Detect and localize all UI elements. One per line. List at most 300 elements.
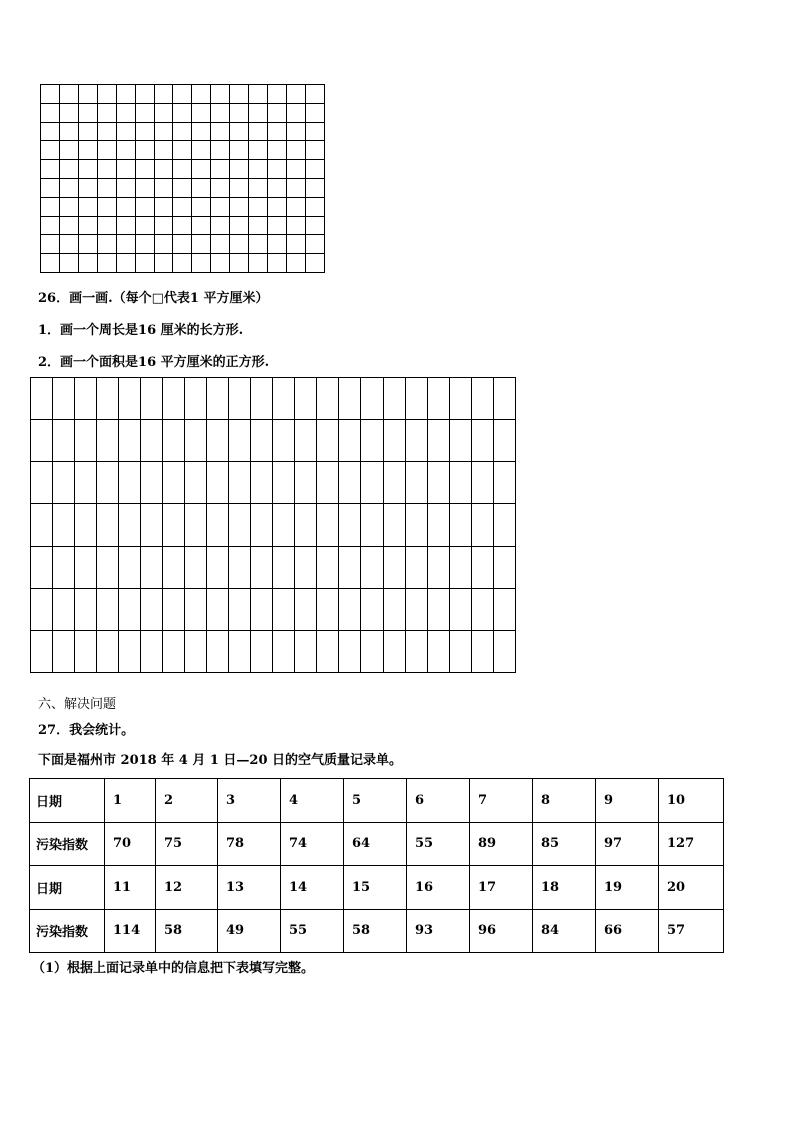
grid-cell bbox=[405, 420, 427, 462]
grid-cell bbox=[116, 85, 135, 104]
grid-cell bbox=[471, 630, 493, 672]
table-cell: 14 bbox=[281, 866, 344, 910]
grid-cell bbox=[185, 378, 207, 420]
grid-cell bbox=[59, 254, 78, 273]
grid-cell bbox=[31, 378, 53, 420]
grid-cell bbox=[185, 420, 207, 462]
grid-cell bbox=[97, 378, 119, 420]
grid-cell bbox=[295, 630, 317, 672]
grid-cell bbox=[173, 103, 192, 122]
grid-cell bbox=[53, 462, 75, 504]
grid-cell bbox=[75, 630, 97, 672]
grid-cell bbox=[41, 254, 60, 273]
table-cell: 66 bbox=[596, 909, 659, 953]
grid-cell bbox=[53, 504, 75, 546]
grid-cell bbox=[305, 103, 324, 122]
grid-cell bbox=[427, 462, 449, 504]
grid-row bbox=[41, 216, 325, 235]
question-27-sub-question-1: （1）根据上面记录单中的信息把下表填写完整。 bbox=[32, 961, 315, 976]
grid-cell bbox=[268, 160, 287, 179]
grid-cell bbox=[97, 178, 116, 197]
grid-cell bbox=[211, 85, 230, 104]
grid-cell bbox=[339, 546, 361, 588]
grid-cell bbox=[97, 504, 119, 546]
grid-cell bbox=[305, 235, 324, 254]
grid-row bbox=[41, 178, 325, 197]
grid-cell bbox=[41, 141, 60, 160]
grid-cell bbox=[154, 216, 173, 235]
grid-cell bbox=[173, 122, 192, 141]
grid-cell bbox=[295, 378, 317, 420]
grid-cell bbox=[119, 504, 141, 546]
grid-cell bbox=[273, 378, 295, 420]
grid-cell bbox=[339, 462, 361, 504]
grid-cell bbox=[78, 103, 97, 122]
table-cell: 70 bbox=[105, 822, 156, 866]
grid-cell bbox=[268, 254, 287, 273]
table-cell: 8 bbox=[533, 779, 596, 823]
grid-cell bbox=[229, 462, 251, 504]
grid-cell bbox=[173, 235, 192, 254]
grid-cell bbox=[449, 546, 471, 588]
grid-cell bbox=[295, 546, 317, 588]
grid-cell bbox=[75, 378, 97, 420]
table-cell: 64 bbox=[344, 822, 407, 866]
grid-cell bbox=[405, 462, 427, 504]
grid-cell bbox=[251, 462, 273, 504]
grid-cell bbox=[230, 141, 249, 160]
grid-cell bbox=[317, 588, 339, 630]
grid-cell bbox=[154, 160, 173, 179]
grid-row bbox=[31, 420, 516, 462]
grid-cell bbox=[192, 122, 211, 141]
grid-cell bbox=[53, 588, 75, 630]
grid-cell bbox=[273, 504, 295, 546]
grid-cell bbox=[305, 122, 324, 141]
grid-cell bbox=[317, 504, 339, 546]
grid-cell bbox=[135, 141, 154, 160]
grid-cell bbox=[141, 546, 163, 588]
grid-cell bbox=[119, 378, 141, 420]
grid-cell bbox=[59, 178, 78, 197]
grid-cell bbox=[449, 504, 471, 546]
grid-cell bbox=[273, 588, 295, 630]
grid-cell bbox=[154, 122, 173, 141]
grid-cell bbox=[249, 103, 268, 122]
grid-cell bbox=[427, 378, 449, 420]
grid-cell bbox=[317, 630, 339, 672]
grid-cell bbox=[31, 588, 53, 630]
grid-cell bbox=[361, 462, 383, 504]
grid-cell bbox=[116, 254, 135, 273]
grid-cell bbox=[116, 197, 135, 216]
grid-cell bbox=[251, 504, 273, 546]
table-cell: 11 bbox=[105, 866, 156, 910]
grid-cell bbox=[211, 141, 230, 160]
table-cell: 10 bbox=[659, 779, 724, 823]
grid-cell bbox=[207, 588, 229, 630]
grid-cell bbox=[471, 504, 493, 546]
grid-cell bbox=[211, 122, 230, 141]
grid-cell bbox=[78, 235, 97, 254]
grid-cell bbox=[154, 197, 173, 216]
grid-cell bbox=[41, 235, 60, 254]
grid-cell bbox=[59, 197, 78, 216]
grid-cell bbox=[361, 630, 383, 672]
grid-cell bbox=[295, 504, 317, 546]
table-cell: 55 bbox=[281, 909, 344, 953]
grid-cell bbox=[286, 85, 305, 104]
grid-cell bbox=[97, 141, 116, 160]
grid-cell bbox=[41, 103, 60, 122]
grid-cell bbox=[249, 254, 268, 273]
grid-cell bbox=[135, 254, 154, 273]
grid-row bbox=[31, 588, 516, 630]
grid-cell bbox=[286, 160, 305, 179]
grid-cell bbox=[305, 85, 324, 104]
table-cell: 85 bbox=[533, 822, 596, 866]
grid-cell bbox=[116, 160, 135, 179]
grid-cell bbox=[116, 178, 135, 197]
grid-cell bbox=[273, 630, 295, 672]
grid-row bbox=[31, 504, 516, 546]
grid-cell bbox=[41, 85, 60, 104]
grid-cell bbox=[192, 103, 211, 122]
grid-row bbox=[41, 141, 325, 160]
grid-cell bbox=[207, 420, 229, 462]
grid-cell bbox=[185, 630, 207, 672]
grid-cell bbox=[268, 178, 287, 197]
table-cell: 4 bbox=[281, 779, 344, 823]
grid-row bbox=[41, 254, 325, 273]
table-cell: 13 bbox=[218, 866, 281, 910]
grid-cell bbox=[471, 546, 493, 588]
table-cell: 78 bbox=[218, 822, 281, 866]
grid-cell bbox=[383, 546, 405, 588]
grid-cell bbox=[339, 588, 361, 630]
grid-row bbox=[31, 546, 516, 588]
grid-cell bbox=[268, 235, 287, 254]
grid-cell bbox=[230, 160, 249, 179]
grid-cell bbox=[230, 103, 249, 122]
grid-cell bbox=[154, 103, 173, 122]
grid-cell bbox=[286, 235, 305, 254]
grid-cell bbox=[78, 216, 97, 235]
grid-cell bbox=[59, 103, 78, 122]
grid-cell bbox=[185, 546, 207, 588]
table-row bbox=[30, 909, 724, 953]
grid-cell bbox=[173, 178, 192, 197]
grid-cell bbox=[305, 197, 324, 216]
grid-cell bbox=[192, 85, 211, 104]
table-cell: 58 bbox=[344, 909, 407, 953]
grid-cell bbox=[286, 141, 305, 160]
grid-cell bbox=[97, 546, 119, 588]
grid-cell bbox=[471, 462, 493, 504]
grid-cell bbox=[295, 588, 317, 630]
grid-cell bbox=[405, 546, 427, 588]
grid-cell bbox=[305, 254, 324, 273]
grid-cell bbox=[493, 504, 515, 546]
grid-cell bbox=[78, 122, 97, 141]
grid-cell bbox=[135, 197, 154, 216]
grid-cell bbox=[135, 122, 154, 141]
grid-cell bbox=[249, 160, 268, 179]
grid-cell bbox=[383, 504, 405, 546]
grid-cell bbox=[317, 378, 339, 420]
grid-cell bbox=[185, 462, 207, 504]
grid-cell bbox=[295, 462, 317, 504]
grid-cell bbox=[141, 588, 163, 630]
table-cell: 19 bbox=[596, 866, 659, 910]
grid-cell bbox=[249, 141, 268, 160]
grid-cell bbox=[78, 141, 97, 160]
table-cell: 58 bbox=[156, 909, 218, 953]
grid-cell bbox=[286, 103, 305, 122]
grid-cell bbox=[97, 462, 119, 504]
grid-cell bbox=[211, 178, 230, 197]
grid-cell bbox=[41, 160, 60, 179]
grid-cell bbox=[230, 122, 249, 141]
grid-cell bbox=[135, 103, 154, 122]
grid-cell bbox=[251, 420, 273, 462]
grid-cell bbox=[286, 197, 305, 216]
grid-cell bbox=[230, 85, 249, 104]
grid-cell bbox=[229, 588, 251, 630]
grid-cell bbox=[339, 378, 361, 420]
grid-cell bbox=[173, 216, 192, 235]
grid-cell bbox=[173, 197, 192, 216]
grid-cell bbox=[185, 504, 207, 546]
table-cell: 49 bbox=[218, 909, 281, 953]
grid-cell bbox=[97, 420, 119, 462]
grid-cell bbox=[268, 103, 287, 122]
grid-cell bbox=[427, 546, 449, 588]
grid-cell bbox=[383, 462, 405, 504]
grid-cell bbox=[273, 462, 295, 504]
grid-row bbox=[31, 378, 516, 420]
grid-cell bbox=[31, 462, 53, 504]
grid-cell bbox=[493, 378, 515, 420]
grid-cell bbox=[78, 85, 97, 104]
table-cell: 5 bbox=[344, 779, 407, 823]
row-header-date: 日期 bbox=[30, 866, 105, 910]
table-cell: 96 bbox=[470, 909, 533, 953]
table-row bbox=[30, 866, 724, 910]
grid-row bbox=[41, 122, 325, 141]
grid-cell bbox=[427, 588, 449, 630]
grid-cell bbox=[427, 504, 449, 546]
table-cell: 3 bbox=[218, 779, 281, 823]
grid-cell bbox=[211, 103, 230, 122]
grid-row bbox=[41, 85, 325, 104]
grid-cell bbox=[251, 588, 273, 630]
grid-cell bbox=[97, 103, 116, 122]
grid-cell bbox=[41, 122, 60, 141]
grid-cell bbox=[449, 420, 471, 462]
grid-cell bbox=[305, 141, 324, 160]
table-row bbox=[30, 822, 724, 866]
grid-cell bbox=[339, 420, 361, 462]
grid-cell bbox=[361, 504, 383, 546]
grid-cell bbox=[192, 178, 211, 197]
grid-cell bbox=[135, 216, 154, 235]
grid-cell bbox=[59, 141, 78, 160]
grid-cell bbox=[173, 254, 192, 273]
grid-cell bbox=[249, 216, 268, 235]
grid-cell bbox=[119, 462, 141, 504]
grid-cell bbox=[211, 235, 230, 254]
grid-cell bbox=[229, 504, 251, 546]
grid-row bbox=[41, 197, 325, 216]
grid-cell bbox=[141, 504, 163, 546]
grid-cell bbox=[75, 504, 97, 546]
grid-cell bbox=[97, 235, 116, 254]
grid-cell bbox=[192, 141, 211, 160]
grid-cell bbox=[405, 588, 427, 630]
grid-cell bbox=[286, 122, 305, 141]
grid-cell bbox=[119, 546, 141, 588]
grid-cell bbox=[97, 588, 119, 630]
grid-cell bbox=[405, 504, 427, 546]
grid-cell bbox=[251, 546, 273, 588]
grid-cell bbox=[230, 197, 249, 216]
question-26-item-2: 2．画一个面积是16 平方厘米的正方形. bbox=[38, 355, 270, 370]
grid-cell bbox=[383, 378, 405, 420]
grid-cell bbox=[405, 630, 427, 672]
table-cell: 75 bbox=[156, 822, 218, 866]
grid-cell bbox=[361, 420, 383, 462]
grid-cell bbox=[141, 462, 163, 504]
grid-cell bbox=[163, 504, 185, 546]
grid-cell bbox=[317, 420, 339, 462]
table-cell: 114 bbox=[105, 909, 156, 953]
grid-cell bbox=[493, 462, 515, 504]
drawing-grid-large bbox=[30, 377, 516, 673]
grid-cell bbox=[230, 254, 249, 273]
grid-cell bbox=[53, 378, 75, 420]
grid-cell bbox=[154, 235, 173, 254]
grid-cell bbox=[427, 630, 449, 672]
grid-cell bbox=[192, 160, 211, 179]
grid-cell bbox=[135, 160, 154, 179]
grid-cell bbox=[268, 122, 287, 141]
table-cell: 93 bbox=[407, 909, 470, 953]
grid-cell bbox=[493, 630, 515, 672]
grid-cell bbox=[163, 630, 185, 672]
grid-cell bbox=[305, 178, 324, 197]
grid-cell bbox=[268, 197, 287, 216]
grid-cell bbox=[78, 160, 97, 179]
grid-cell bbox=[97, 254, 116, 273]
grid-cell bbox=[305, 216, 324, 235]
grid-cell bbox=[286, 216, 305, 235]
grid-cell bbox=[119, 588, 141, 630]
grid-cell bbox=[163, 420, 185, 462]
grid-cell bbox=[154, 178, 173, 197]
grid-cell bbox=[207, 630, 229, 672]
grid-cell bbox=[192, 216, 211, 235]
grid-cell bbox=[211, 197, 230, 216]
grid-row bbox=[31, 630, 516, 672]
table-cell: 15 bbox=[344, 866, 407, 910]
row-header-date: 日期 bbox=[30, 779, 105, 823]
grid-cell bbox=[173, 141, 192, 160]
grid-cell bbox=[78, 197, 97, 216]
grid-cell bbox=[31, 630, 53, 672]
grid-cell bbox=[141, 420, 163, 462]
grid-cell bbox=[361, 546, 383, 588]
grid-cell bbox=[59, 216, 78, 235]
grid-cell bbox=[59, 160, 78, 179]
grid-cell bbox=[427, 420, 449, 462]
table-row bbox=[30, 779, 724, 823]
table-cell: 16 bbox=[407, 866, 470, 910]
grid-cell bbox=[251, 630, 273, 672]
grid-cell bbox=[192, 197, 211, 216]
grid-cell bbox=[229, 420, 251, 462]
grid-cell bbox=[141, 630, 163, 672]
grid-cell bbox=[273, 420, 295, 462]
grid-cell bbox=[173, 160, 192, 179]
question-26-title: 26．画一画.（每个□代表1 平方厘米） bbox=[38, 291, 269, 306]
grid-row bbox=[41, 103, 325, 122]
row-header-pollution-index: 污染指数 bbox=[30, 909, 105, 953]
table-cell: 17 bbox=[470, 866, 533, 910]
grid-cell bbox=[383, 588, 405, 630]
table-cell: 1 bbox=[105, 779, 156, 823]
grid-cell bbox=[249, 178, 268, 197]
grid-cell bbox=[97, 216, 116, 235]
table-cell: 2 bbox=[156, 779, 218, 823]
table-cell: 57 bbox=[659, 909, 724, 953]
grid-cell bbox=[268, 141, 287, 160]
grid-cell bbox=[286, 254, 305, 273]
table-cell: 18 bbox=[533, 866, 596, 910]
table-cell: 74 bbox=[281, 822, 344, 866]
grid-cell bbox=[75, 546, 97, 588]
table-cell: 55 bbox=[407, 822, 470, 866]
grid-cell bbox=[207, 462, 229, 504]
table-cell: 12 bbox=[156, 866, 218, 910]
grid-cell bbox=[211, 160, 230, 179]
table-cell: 7 bbox=[470, 779, 533, 823]
grid-cell bbox=[116, 103, 135, 122]
grid-cell bbox=[295, 420, 317, 462]
grid-cell bbox=[268, 216, 287, 235]
grid-cell bbox=[251, 378, 273, 420]
grid-cell bbox=[249, 122, 268, 141]
grid-cell bbox=[471, 588, 493, 630]
grid-cell bbox=[449, 462, 471, 504]
grid-cell bbox=[211, 254, 230, 273]
row-header-pollution-index: 污染指数 bbox=[30, 822, 105, 866]
question-26-item-1: 1．画一个周长是16 厘米的长方形. bbox=[38, 323, 244, 338]
grid-cell bbox=[97, 85, 116, 104]
grid-cell bbox=[361, 378, 383, 420]
grid-cell bbox=[286, 178, 305, 197]
grid-cell bbox=[41, 197, 60, 216]
grid-cell bbox=[31, 504, 53, 546]
grid-cell bbox=[163, 588, 185, 630]
grid-cell bbox=[493, 546, 515, 588]
grid-cell bbox=[154, 254, 173, 273]
grid-cell bbox=[135, 235, 154, 254]
grid-cell bbox=[163, 546, 185, 588]
section-6-title: 六、解决问题 bbox=[38, 697, 117, 712]
grid-cell bbox=[135, 178, 154, 197]
grid-cell bbox=[207, 378, 229, 420]
